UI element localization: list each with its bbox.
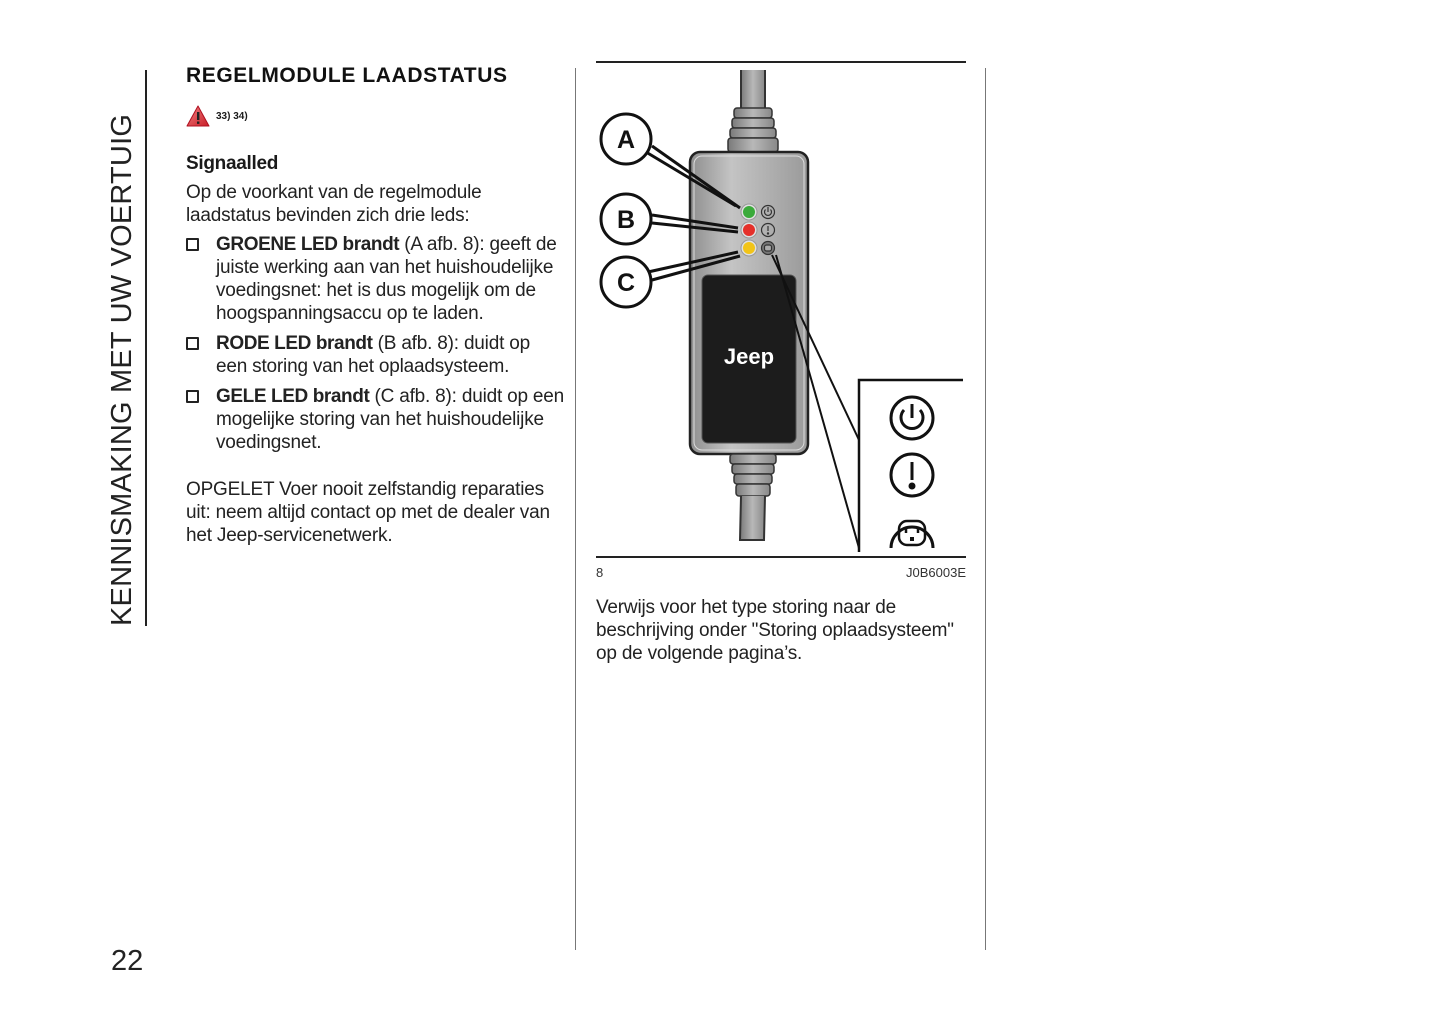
section-title: REGELMODULE LAADSTATUS — [186, 64, 508, 87]
subsection-title: Signaalled — [186, 153, 279, 174]
page-number: 22 — [111, 945, 144, 977]
list-item-bold: GELE LED brandt — [216, 386, 370, 407]
callout-a — [601, 114, 651, 164]
callout-b — [601, 194, 651, 244]
list-item-text — [216, 233, 566, 325]
strain-relief-top — [728, 108, 778, 152]
list-item-text — [216, 385, 566, 454]
callout-c — [601, 257, 651, 307]
checkbox-bullet-icon — [186, 238, 199, 251]
chapter-rule — [145, 70, 147, 626]
list-item-body: (C afb. 8): duidt op een mogelijke storing van het huishoudelijke voedingsnet. — [216, 386, 565, 453]
list-item-body: (B afb. 8): duidt op een storing van het oplaadsysteem. — [216, 333, 530, 377]
figure-number: 8 — [596, 565, 604, 580]
callout-label-a: A — [616, 126, 636, 154]
warning-refs-row — [186, 103, 566, 129]
column-divider — [985, 68, 986, 950]
figure-code: J0B6003E — [906, 565, 966, 580]
figure-caption — [596, 565, 966, 580]
callout-label-b: B — [616, 206, 636, 234]
warning-triangle-icon — [186, 105, 210, 127]
led-green — [741, 204, 757, 220]
warning-paragraph: OPGELET Voer nooit zelfstandig reparaties uit: neem altijd contact op met de dealer van het Jeep-servicenetwerk. — [186, 479, 550, 546]
list-item-text — [216, 332, 566, 378]
callout-label-c: C — [616, 269, 636, 297]
list-item — [186, 385, 566, 454]
led-list — [186, 233, 566, 454]
exclamation-icon — [891, 454, 933, 496]
chapter-title-text: KENNISMAKING MET UW VOERTUIG — [106, 113, 138, 626]
intro-paragraph: Op de voorkant van de regelmodule laadstatus bevinden zich drie leds: — [186, 182, 482, 226]
jeep-logo-label: Jeep — [723, 344, 775, 369]
warning-refs: 33) 34) — [216, 110, 248, 122]
list-item — [186, 332, 566, 378]
figure-top-rule — [596, 61, 966, 63]
checkbox-bullet-icon — [186, 337, 199, 350]
list-item-body: (A afb. 8): geeft de juiste werking aan van het huishoudelijke voedingsnet: het is dus mogelijk om de hoogspanningsaccu op te laden. — [216, 234, 557, 324]
led-red — [741, 222, 757, 238]
led-yellow — [741, 240, 757, 256]
figure-bottom-rule — [596, 556, 966, 558]
power-icon — [891, 397, 933, 439]
strain-relief-bottom — [730, 454, 776, 496]
small-outlet-icon — [762, 242, 775, 255]
column-divider — [575, 68, 576, 950]
list-item-bold: GROENE LED brandt — [216, 234, 400, 255]
reference-paragraph: Verwijs voor het type storing naar de beschrijving onder "Storing oplaadsysteem" op de volgende pagina’s. — [596, 597, 954, 664]
list-item-bold: RODE LED brandt — [216, 333, 373, 354]
checkbox-bullet-icon — [186, 390, 199, 403]
list-item — [186, 233, 566, 325]
outlet-icon — [891, 521, 933, 548]
main-column — [186, 64, 566, 547]
charging-module-figure — [596, 64, 966, 556]
chapter-title — [105, 68, 145, 626]
